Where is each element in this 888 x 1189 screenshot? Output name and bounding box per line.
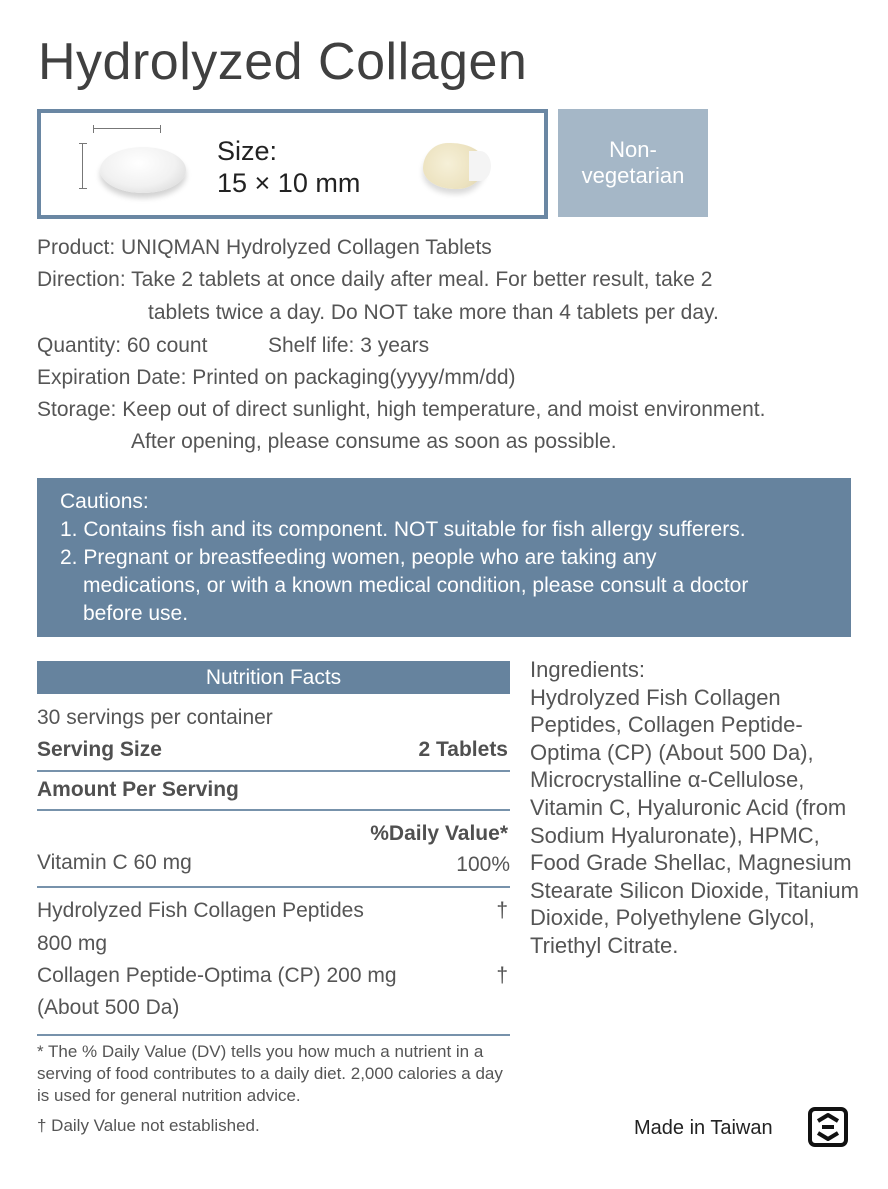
expiration-line: Expiration Date: Printed on packaging(yyyy/mm/dd) <box>37 366 516 389</box>
product-line: Product: UNIQMAN Hydrolyzed Collagen Tablets <box>37 236 492 259</box>
ingredients-title: Ingredients: <box>530 657 645 682</box>
amount-per-serving: Amount Per Serving <box>37 778 239 801</box>
page-title: Hydrolyzed Collagen <box>38 33 528 91</box>
divider <box>37 770 510 772</box>
shelf-life-line: Shelf life: 3 years <box>268 334 430 357</box>
ingredients-block <box>530 656 860 960</box>
divider <box>37 809 510 811</box>
cautions-title: Cautions: <box>60 490 149 513</box>
nutrient-dv: † <box>496 964 508 987</box>
width-dimension-icon <box>93 125 161 133</box>
caution-item-2-end: before use. <box>83 602 189 625</box>
serving-size-label: Serving Size <box>37 738 162 761</box>
nutrient-name: Vitamin C 60 mg <box>37 851 192 874</box>
badge-label: Non-vegetarian <box>581 137 685 188</box>
direction-line: Direction: Take 2 tablets at once daily after meal. For better result, take 2 <box>37 268 713 291</box>
divider <box>37 886 510 888</box>
non-vegetarian-badge <box>558 109 708 217</box>
daily-value-header: %Daily Value* <box>370 822 508 845</box>
nutrition-facts-header: Nutrition Facts <box>37 661 510 694</box>
nutrient-amount: (About 500 Da) <box>37 996 180 1019</box>
cautions-panel <box>37 478 851 637</box>
tablet-size-box <box>37 109 548 219</box>
divider <box>37 1034 510 1036</box>
dagger-footnote: † Daily Value not established. <box>37 1116 260 1135</box>
ingredients-text: Hydrolyzed Fish Collagen Peptides, Collagen Peptide-Optima (CP) (About 500 Da), Microcrystalline α-Cellulose, Vitamin C, Hyaluronic Acid (from Sodium Hyaluronate), HPMC, Food Grade Shellac, Magnesium Stearate Silicon Dioxide, Titanium Dioxide, Polyethylene Glycol, Triethyl Citrate. <box>530 684 859 958</box>
caution-item-1: 1. Contains fish and its component. NOT suitable for fish allergy sufferers. <box>60 518 746 541</box>
nutrient-dv: 100% <box>456 853 510 876</box>
caution-item-2: 2. Pregnant or breastfeeding women, people who are taking any <box>60 546 657 569</box>
nutrient-name: Hydrolyzed Fish Collagen Peptides <box>37 899 364 922</box>
size-value: 15 × 10 mm <box>217 168 361 198</box>
caution-item-2-cont: medications, or with a known medical condition, please consult a doctor <box>83 574 749 597</box>
serving-size-value: 2 Tablets <box>418 738 508 761</box>
recycle-icon <box>808 1107 848 1147</box>
broken-tablet-image <box>423 143 485 189</box>
direction-line-cont: tablets twice a day. Do NOT take more than 4 tablets per day. <box>148 301 719 324</box>
size-label-title: Size: <box>217 136 278 166</box>
storage-line-cont: After opening, please consume as soon as possible. <box>131 430 617 453</box>
made-in-taiwan: Made in Taiwan <box>634 1117 773 1139</box>
servings-per-container: 30 servings per container <box>37 706 273 729</box>
quantity-line: Quantity: 60 count <box>37 334 208 357</box>
size-label <box>217 135 360 199</box>
nutrient-amount: 800 mg <box>37 932 108 955</box>
nutrient-name: Collagen Peptide-Optima (CP) 200 mg <box>37 964 397 987</box>
height-dimension-icon <box>79 143 87 189</box>
storage-line: Storage: Keep out of direct sunlight, high temperature, and moist environment. <box>37 398 766 421</box>
daily-value-footnote: * The % Daily Value (DV) tells you how much a nutrient in a serving of food contributes to a daily diet. 2,000 calories a day is used for general nutrition advice. <box>37 1042 503 1105</box>
nutrient-dv: † <box>496 899 508 922</box>
tablet-image <box>100 147 186 193</box>
